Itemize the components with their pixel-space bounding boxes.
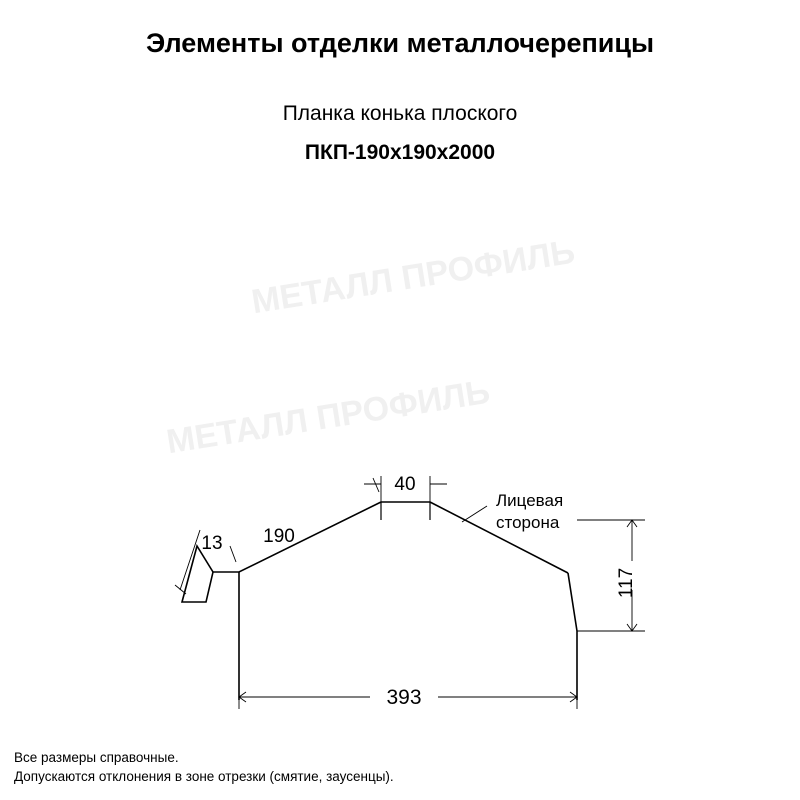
profile-left-hem: [182, 546, 213, 602]
dimension-label-height: 117: [616, 567, 637, 599]
dimension-slope: [230, 478, 379, 562]
technical-drawing: [0, 190, 800, 709]
footer-note-1: Все размеры справочные.: [14, 750, 179, 765]
watermark-bottom: МЕТАЛЛ ПРОФИЛЬ: [163, 372, 493, 462]
callout-face-line2: сторона: [496, 513, 560, 532]
dimension-label-slope: 190: [263, 526, 295, 547]
product-model: ПКП-190х190х2000: [304, 141, 496, 164]
page-title: Элементы отделки металлочерепицы: [145, 28, 655, 58]
profile-right-side: [568, 573, 577, 700]
product-subtitle: Планка конька плоского: [282, 102, 518, 125]
callout-face-line1: Лицевая: [496, 491, 564, 510]
footer-note-2: Допускаются отклонения в зоне отрезки (смятие, заусенцы).: [14, 769, 394, 784]
dimension-label-hem: 13: [201, 533, 223, 554]
dimension-label-width: 393: [386, 686, 422, 709]
footer-notes: [14, 748, 394, 786]
callout-face-leader: [462, 506, 487, 522]
watermark-top: МЕТАЛЛ ПРОФИЛЬ: [248, 232, 578, 322]
profile-left-slope: [213, 502, 381, 572]
dimension-label-top-flat: 40: [394, 474, 416, 495]
